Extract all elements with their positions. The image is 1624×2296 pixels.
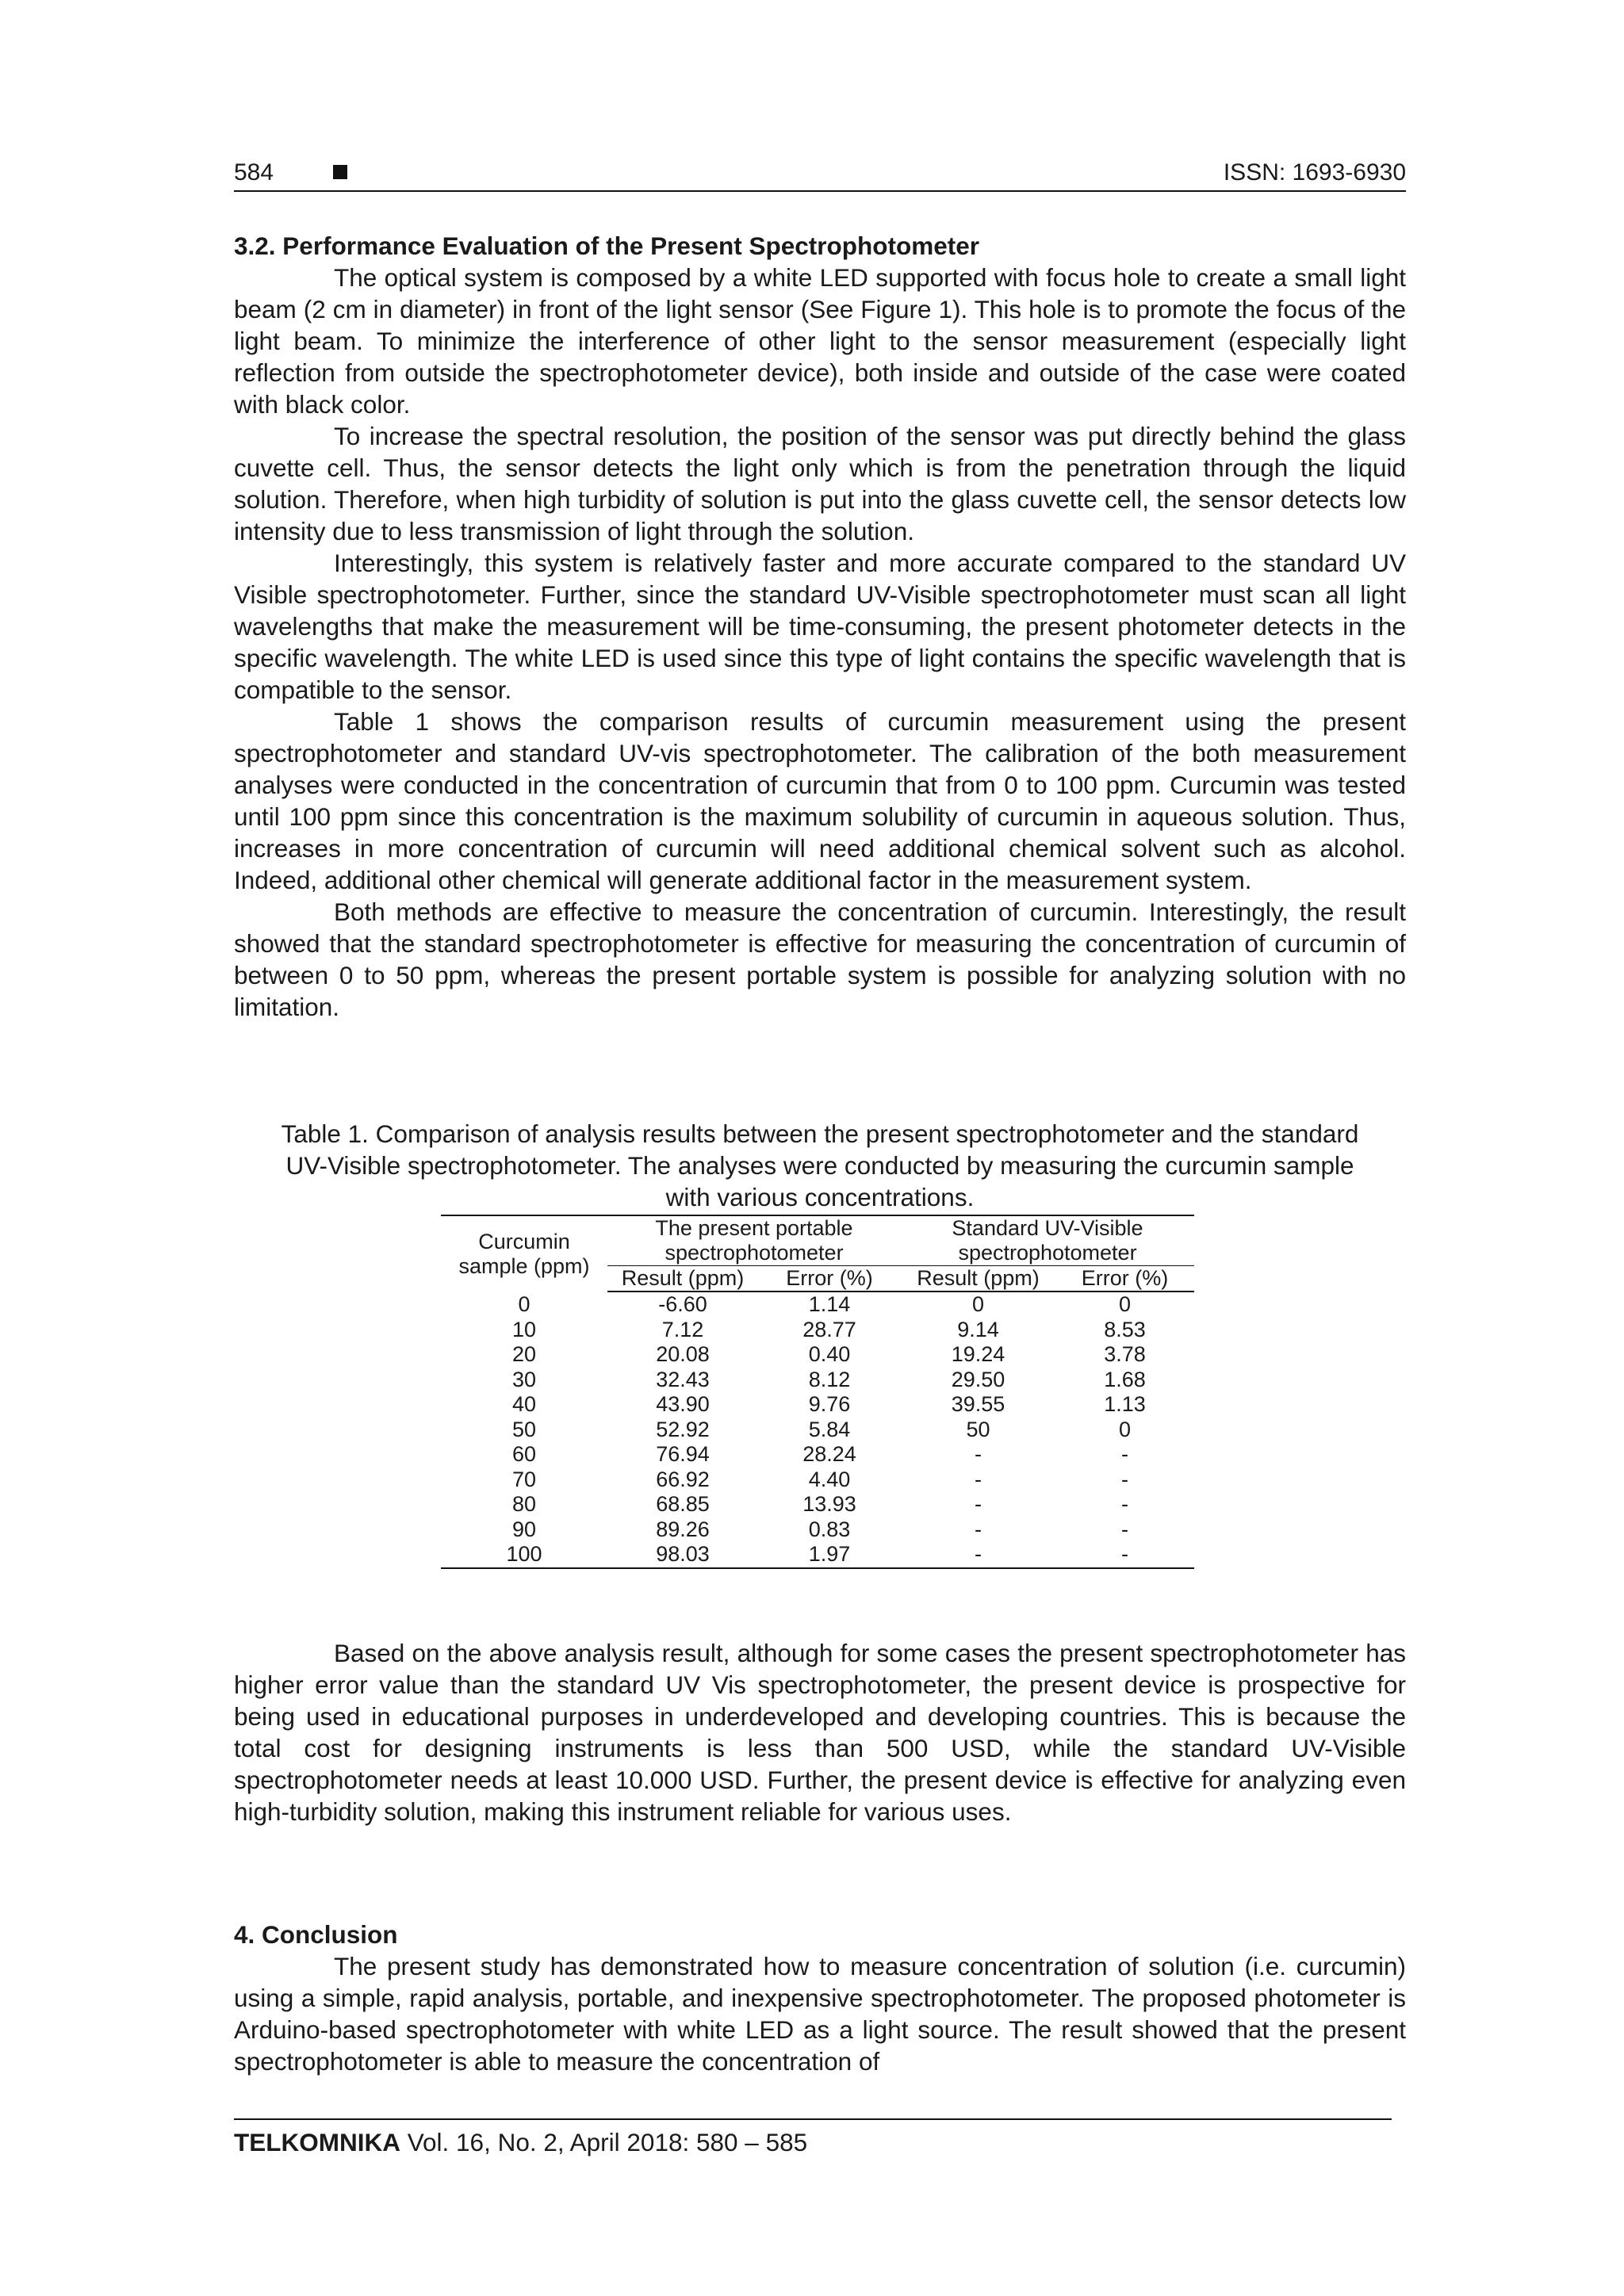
cell: 8.12	[808, 1367, 851, 1391]
square-bullet-icon	[333, 165, 347, 179]
paragraph: Based on the above analysis result, although for some cases the present spectrophotometer has higher error value than the standard UV Vis spectrophotometer, the present device is prospective for being used in educational purposes in underdeveloped and developing countries. This is because the total cost for designing instruments is less than 500 USD, while the standard UV-Visible spectrophotometer needs at least 10.000 USD. Further, the present device is effective for analyzing even high-turbidity solution, making this instrument reliable for various uses.	[234, 1639, 1406, 1826]
cell: 20	[511, 1342, 537, 1366]
cell: 0	[971, 1292, 985, 1316]
running-footer	[234, 2118, 1392, 2158]
cell: -	[975, 1517, 982, 1541]
cell: 1.13	[1104, 1392, 1146, 1416]
table-row	[441, 1542, 1194, 1568]
cell: 1.97	[758, 1542, 901, 1568]
results-table	[441, 1215, 1194, 1569]
cell: 28.24	[802, 1442, 856, 1466]
cell: 3.78	[1104, 1342, 1146, 1366]
cell: -	[975, 1492, 982, 1516]
cell: 1.14	[808, 1292, 851, 1316]
section-heading: 3.2. Performance Evaluation of the Present Spectrophotometer	[234, 232, 979, 260]
column-header-present-error: Error (%)	[758, 1266, 901, 1292]
table-row	[441, 1418, 1194, 1443]
running-header	[234, 155, 1406, 192]
paragraph: The optical system is composed by a white LED supported with focus hole to create a small light beam (2 cm in diameter) in front of the light sensor (See Figure 1). This hole is to promote the focus of the light beam. To minimize the interference of other light to the sensor measurement (especially light reflection from outside the spectrophotometer device), both inside and outside of the case were coated with black color.	[234, 263, 1406, 419]
column-group-present: The present portable spectrophotometer	[607, 1215, 901, 1266]
cell: 60	[511, 1442, 537, 1466]
cell: 5.84	[808, 1417, 851, 1441]
cell: 39.55	[951, 1392, 1005, 1416]
table-row	[441, 1292, 1194, 1318]
cell: 4.40	[808, 1467, 851, 1491]
discussion-block	[234, 1637, 1406, 1827]
cell: 50	[966, 1417, 990, 1441]
cell: 90	[511, 1517, 537, 1541]
cell: 66.92	[656, 1467, 710, 1491]
section-3-2	[234, 230, 1406, 1023]
cell: 9.76	[808, 1392, 851, 1416]
paragraph: To increase the spectral resolution, the position of the sensor was put directly behind the glass cuvette cell. Thus, the sensor detects the light only which is from the penetration through the liquid solution. Therefore, when high turbidity of solution is put into the glass cuvette cell, the sensor detects low intensity due to less transmission of light through the solution.	[234, 422, 1406, 545]
cell: -6.60	[658, 1292, 707, 1316]
paragraph: Interestingly, this system is relatively faster and more accurate compared to the standard UV Visible spectrophotometer. Further, since the standard UV-Visible spectrophotometer must scan all light wavelengths that make the measurement will be time-consuming, the present photometer detects in the specific wavelength. The white LED is used since this type of light contains the specific wavelength that is compatible to the sensor.	[234, 549, 1406, 704]
cell: 89.26	[656, 1517, 710, 1541]
table-row	[441, 1318, 1194, 1343]
cell: 70	[511, 1467, 537, 1491]
table-row	[441, 1517, 1194, 1543]
issn-label: ISSN: 1693-6930	[1223, 159, 1406, 186]
table-row	[441, 1442, 1194, 1468]
cell: -	[1121, 1492, 1128, 1516]
column-header-present-result: Result (ppm)	[607, 1266, 758, 1292]
cell: -	[1121, 1467, 1128, 1491]
cell: 0	[1118, 1292, 1132, 1316]
cell: -	[975, 1442, 982, 1466]
paragraph: Both methods are effective to measure the concentration of curcumin. Interestingly, the result showed that the standard spectrophotometer is effective for measuring the concentration of curcumin of between 0 to 50 ppm, whereas the present portable system is possible for analyzing solution with no limitation.	[234, 897, 1406, 1021]
cell: 43.90	[656, 1392, 710, 1416]
cell: 100	[441, 1542, 607, 1568]
column-header-sample: Curcumin sample (ppm)	[441, 1215, 607, 1292]
table-row	[441, 1492, 1194, 1517]
cell: 13.93	[802, 1492, 856, 1516]
citation: Vol. 16, No. 2, April 2018: 580 – 585	[407, 2128, 808, 2156]
table-row	[441, 1368, 1194, 1393]
cell: -	[901, 1542, 1055, 1568]
table-row	[441, 1468, 1194, 1493]
cell: 10	[511, 1317, 537, 1341]
table-body	[441, 1292, 1194, 1568]
cell: 68.85	[656, 1492, 710, 1516]
column-header-standard-error: Error (%)	[1055, 1266, 1194, 1292]
column-group-standard: Standard UV-Visible spectrophotometer	[901, 1215, 1194, 1266]
table-caption: Table 1. Comparison of analysis results between the present spectrophotometer and the standard UV-Visible spectrophotometer. The analyses were conducted by measuring the curcumin sample with various concentrations.	[281, 1119, 1359, 1211]
cell: 32.43	[656, 1367, 710, 1391]
cell: 40	[511, 1392, 537, 1416]
cell: 0	[1118, 1417, 1132, 1441]
paragraph: The present study has demonstrated how to measure concentration of solution (i.e. curcumin) using a simple, rapid analysis, portable, and inexpensive spectrophotometer. The proposed photometer is Arduino-based spectrophotometer with white LED as a light source. The result showed that the present spectrophotometer is able to measure the concentration of	[234, 1952, 1406, 2076]
cell: 50	[511, 1417, 537, 1441]
cell: -	[1121, 1442, 1128, 1466]
cell: -	[975, 1467, 982, 1491]
cell: 52.92	[656, 1417, 710, 1441]
cell: 0	[518, 1292, 530, 1316]
page-number: 584	[234, 159, 274, 186]
cell: 0.83	[808, 1517, 851, 1541]
cell: 7.12	[661, 1317, 704, 1341]
cell: 29.50	[951, 1367, 1005, 1391]
cell: 9.14	[957, 1317, 999, 1341]
section-heading: 4. Conclusion	[234, 1920, 398, 1949]
cell: 0.40	[808, 1342, 851, 1366]
cell: 1.68	[1104, 1367, 1146, 1391]
cell: 80	[511, 1492, 537, 1516]
cell: 30	[511, 1367, 537, 1391]
cell: 28.77	[802, 1317, 856, 1341]
cell: -	[1121, 1517, 1128, 1541]
cell: 19.24	[951, 1342, 1005, 1366]
column-header-standard-result: Result (ppm)	[901, 1266, 1055, 1292]
paragraph: Table 1 shows the comparison results of curcumin measurement using the present spectrophotometer and standard UV-vis spectrophotometer. The calibration of the both measurement analyses were conducted in the concentration of curcumin that from 0 to 100 ppm. Curcumin was tested until 100 ppm since this concentration is the maximum solubility of curcumin in aqueous solution. Thus, increases in more concentration of curcumin will need additional chemical solvent such as alcohol. Indeed, additional other chemical will generate additional factor in the measurement system.	[234, 707, 1406, 894]
cell: 20.08	[656, 1342, 710, 1366]
table-row	[441, 1342, 1194, 1368]
conclusion-section	[234, 1919, 1406, 2077]
journal-name: TELKOMNIKA	[234, 2128, 400, 2156]
cell: 98.03	[607, 1542, 758, 1568]
cell: -	[1055, 1542, 1194, 1568]
cell: 76.94	[656, 1442, 710, 1466]
table-row	[441, 1392, 1194, 1418]
cell: 8.53	[1104, 1317, 1146, 1341]
